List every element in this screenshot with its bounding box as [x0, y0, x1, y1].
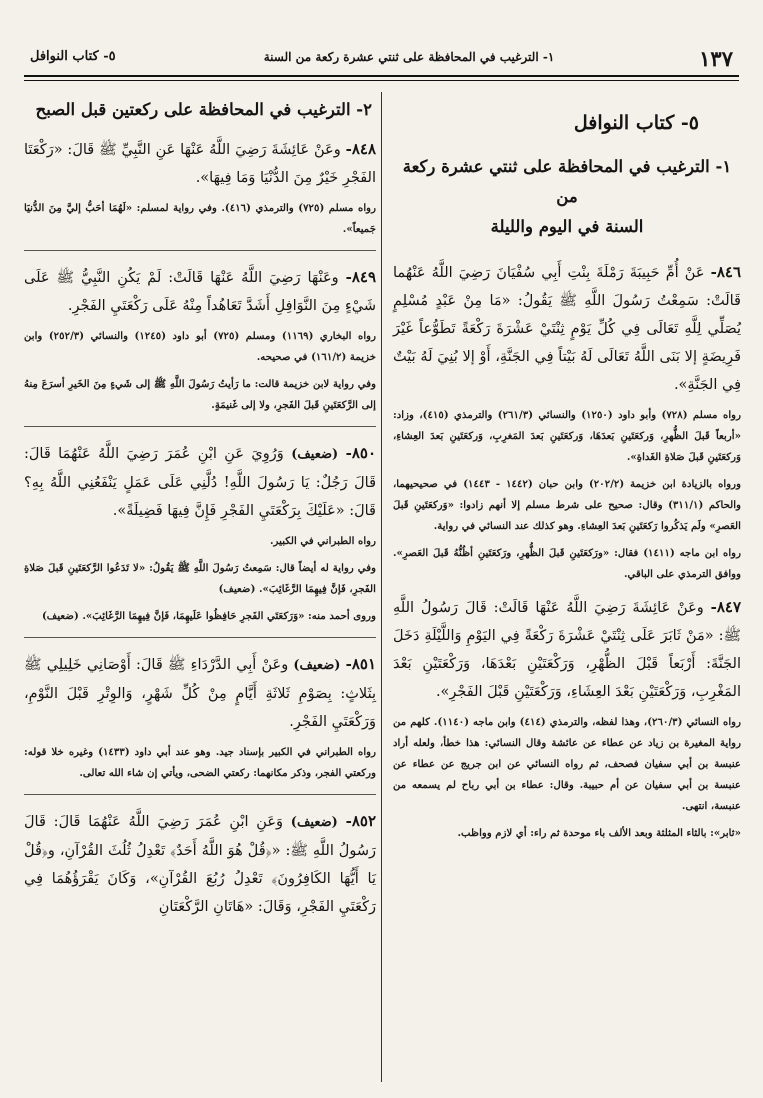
- hadith-852: [24, 807, 376, 921]
- hadith-note: رواه ابن ماجه (١٤١١) فقال: «ورَكعَتَينِ قَبلَ الظُّهرِ، ورَكعَتَينِ أظُنُّهُ قَبلَ العَصرِ». ووافق الترمذي على الباقي.: [393, 547, 741, 580]
- hadith-850: [24, 439, 376, 525]
- left-column: [24, 96, 376, 921]
- header-rule-thin: [24, 80, 739, 81]
- hadith-849: [24, 263, 376, 320]
- hadith-text: وعَنْ عَائِشَةَ رَضِيَ اللَّهُ عَنْهَا عَنِ النَّبِيِّ ﷺ قَالَ: «رَكْعَتَا الفَجْرِ خَيْرٌ مِنَ الدُّنْيَا وَمَا فِيهَا».: [24, 142, 376, 186]
- hadith-number: ٨٤٦-: [710, 263, 742, 281]
- hadith-846: [393, 258, 741, 399]
- hadith-text: وعَنْ أَبِي الدَّرْدَاءِ ﷺ قَالَ: أَوْصَانِي خَلِيلِي ﷺ بِثَلاثٍ: بِصَوْمِ ثَلاثَةِ أَيَّامٍ مِنْ كُلِّ شَهْرٍ، وَالوِتْرِ قَبْلَ النَّوْمِ، وَرَكْعَتَيِ الفَجْرِ.: [24, 657, 376, 730]
- hadith-847: [393, 593, 741, 706]
- section-divider: [24, 637, 376, 638]
- hadith-note: رواه النسائي (٢٦٠/٣)، وهذا لفظه، والترمذي (٤١٤) وابن ماجه (١١٤٠). كلهم من رواية المغيرة بن زياد عن عطاء عن عائشة وقال النسائي: هذا خطأ، ولعله أراد عنبسة بن أبي سفيان فصحف، ثم رواه النسائي عن ابن جريج عن عطاء عن عنبسة بن أبي سفيان عن أم حبيبة. وقال: عطاء بن أبي رباح لم يسمعه من عنبسة، انتهى.: [393, 716, 742, 812]
- hadith-text: وعَنْ عَائِشَةَ رَضِيَ اللَّهُ عَنْهَا قَالَتْ: قَالَ رَسُولُ اللَّهِ ﷺ: «مَنْ ثَابَرَ عَلَى ثِنْتَيْ عَشْرَةَ رَكْعَةً فِي اليَوْمِ وَاللَّيْلَةِ دَخَلَ الجَنَّةَ: أَرْبَعاً قَبْلَ الظُّهْرِ، وَرَكْعَتَيْنِ بَعْدَهَا، وَرَكْعَتَيْنِ بَعْدَ المَغْرِبِ، وَرَكْعَتَيْنِ بَعْدَ العِشَاءِ، وَرَكْعَتَيْنِ قَبْلَ الفَجْرِ».: [393, 600, 741, 700]
- hadith-number: ٨٤٩-: [345, 268, 376, 286]
- chapter-title: ٥- كتاب النوافل: [573, 112, 699, 134]
- hadith-text: عَنْ أُمِّ حَبِيبَةَ رَمْلَةَ بِنْتِ أَبِي سُفْيَانَ رَضِيَ اللَّهُ عَنْهُما قَالَتْ: سَمِعْتُ رَسُولَ اللَّهِ ﷺ يَقُولُ: «مَا مِنْ عَبْدٍ مُسْلِمٍ يُصَلِّي لِلَّهِ تَعَالَى فِي كُلِّ يَوْمٍ ثِنْتَيْ عَشْرَةَ رَكْعَةً تَطَوُّعاً غَيْرَ فَرِيضَةٍ إلا بَنَى اللَّهُ تَعَالَى لَهُ بَيْتاً فِي الجَنَّةِ، أَوْ إلا بُنِيَ لَهُ بَيْتٌ فِي الجَنَّةِ».: [393, 265, 741, 393]
- hadith-number: ٨٤٧-: [710, 598, 742, 616]
- section-title-line-2: السنة في اليوم والليلة: [490, 217, 644, 236]
- section-divider: [24, 426, 376, 427]
- hadith-text: وَرُوِيَ عَنِ ابْنِ عُمَرَ رَضِيَ اللَّهُ عَنْهُمَا قَالَ: قَالَ رَجُلٌ: يَا رَسُولَ اللَّهِ! دُلَّنِي عَلَى عَمَلٍ يَنْفَعُنِي اللَّهُ بِهِ؟ قَالَ: «عَلَيْكَ بِرَكْعَتَيِ الفَجْرِ فَإِنَّ فِيهَا فَضِيلَةً».: [24, 446, 376, 519]
- hadith-note: رواه مسلم (٧٢٥) والترمذي (٤١٦). وفي رواية لمسلم: «لَهُمَا أحَبُّ إليَّ مِنَ الدُّنيَا جَميعاً».: [24, 202, 376, 235]
- hadith-note: وفي رواية لابن خزيمة قالت: ما رَأيتُ رَسُولَ اللَّهِ ﷺ إلى شَيءٍ مِنَ الخَيرِ أسرَعَ مِنهُ إلى الرَّكعَتَينِ قَبلَ الفَجرِ، ولا إلى غَنيمَةٍ.: [24, 378, 376, 411]
- hadith-text: وَعَنِ ابْنِ عُمَرَ رَضِيَ اللَّهُ عَنْهُمَا قَالَ: قَالَ رَسُولُ اللَّهِ ﷺ: «﴿قُلْ هُوَ اللَّهُ أَحَدٌ﴾ تَعْدِلُ ثُلُثَ القُرْآنِ، و﴿قُلْ يَا أَيُّهَا الكَافِرُونَ﴾ تَعْدِلُ رُبُعَ القُرْآنِ»، وَكَانَ يَقْرَؤُهُمَا فِي رَكْعَتَيِ الفَجْرِ، وَقَالَ: «هَاتَانِ الرَّكْعَتَانِ: [24, 814, 376, 915]
- hadith-851: [24, 650, 376, 736]
- page-number: ١٣٧: [699, 46, 733, 71]
- section-title-2: ٢- الترغيب في المحافظة على ركعتين قبل الصبح: [35, 100, 372, 119]
- section-divider: [24, 250, 376, 251]
- book-label: ٥- كتاب النوافل: [30, 49, 116, 64]
- hadith-note: ورواه بالزيادة ابن خزيمة (٢٠٢/٢) وابن حبان (١٤٤٢ - ١٤٤٣) في صحيحيهما، والحاكم (٣١١/١) وقال: صحيح على شرط مسلم إلا أنهم زادوا: «وَركعَتَينِ قَبلَ العَصرِ» ولَم يَذكُروا رَكعَتَينِ بَعدَ العِشاءِ. وهو كذلك عند النسائي في رواية.: [393, 478, 741, 532]
- hadith-note: رواه البخاري (١١٦٩) ومسلم (٧٢٥) أبو داود (١٢٤٥) والنسائي (٢٥٢/٣) وابن خزيمة (١٦١/٢) في صحيحه.: [24, 330, 376, 363]
- section-title-1: [393, 152, 741, 242]
- hadith-note: رواه الطبراني في الكبير.: [269, 535, 376, 547]
- hadith-note: رواه مسلم (٧٢٨) وأبو داود (١٢٥٠) والنسائي (٢٦١/٣) والترمذي (٤١٥)، وزاد: «أربعاً قَبلَ الظُّهرِ، وَركعَتَينِ بَعدَهَا، وَركعَتَينِ بَعدَ المَغرِبِ، وَركعَتَينِ بَعدَ العِشاءِ، وَركعَتَينِ قَبلَ صَلاةِ الغَداةِ».: [393, 409, 742, 463]
- hadith-note: وفي رواية له أيضاً قال: سَمِعتُ رَسُولَ اللَّهِ ﷺ يَقُولُ: «لا تَدَعُوا الرَّكعَتَينِ قَبلَ صَلاةِ الفَجرِ، فَإنَّ فِيهِمَا الرَّغَائِبَ». (ضعيف): [24, 562, 376, 595]
- grade-label: (ضعيف): [291, 447, 339, 462]
- running-header: [24, 40, 739, 74]
- hadith-note: «ثابر»: بالثاء المثلثة وبعد الألف باء موحدة ثم راء: أي لازم وواظب.: [457, 827, 741, 839]
- hadith-note: رواه الطبراني في الكبير بإسناد جيد. وهو عند أبي داود (١٤٣٣) وغيره خلا قوله: وركعتي الفجر، وذكر مكانهما: ركعتي الضحى، ويأتي إن شاء الله تعالى.: [24, 746, 377, 779]
- grade-label: (ضعيف): [290, 815, 338, 830]
- section-title-line-1: ١- الترغيب في المحافظة على ثنتي عشرة ركعة من: [402, 157, 732, 206]
- hadith-number: ٨٥١-: [345, 655, 376, 673]
- running-title: ١- الترغيب في المحافظة على ثنتي عشرة ركعة من السنة: [263, 50, 555, 64]
- header-rule: [24, 75, 739, 77]
- hadith-number: ٨٥٠-: [345, 444, 377, 462]
- section-divider: [24, 794, 376, 795]
- hadith-number: ٨٥٢-: [345, 812, 376, 830]
- hadith-note: وروى أحمد منه: «وَرَكعَتَي الفَجرِ حَافِظُوا عَلَيهِمَا، فَإنَّ فِيهِمَا الرَّغَائِبَ». (ضعيف): [41, 610, 376, 622]
- column-divider: [381, 92, 382, 1082]
- hadith-text: وعَنْهَا رَضِيَ اللَّهُ عَنْهَا قَالَتْ: لَمْ يَكُنِ النَّبِيُّ ﷺ عَلَى شَيْءٍ مِنَ النَّوَافِلِ أَشَدَّ تَعَاهُداً مِنْهُ عَلَى رَكْعَتَيِ الفَجْرِ.: [24, 270, 376, 314]
- right-column: [393, 96, 741, 844]
- grade-label: (ضعيف): [293, 658, 341, 673]
- hadith-848: [24, 135, 376, 192]
- hadith-number: ٨٤٨-: [345, 140, 376, 158]
